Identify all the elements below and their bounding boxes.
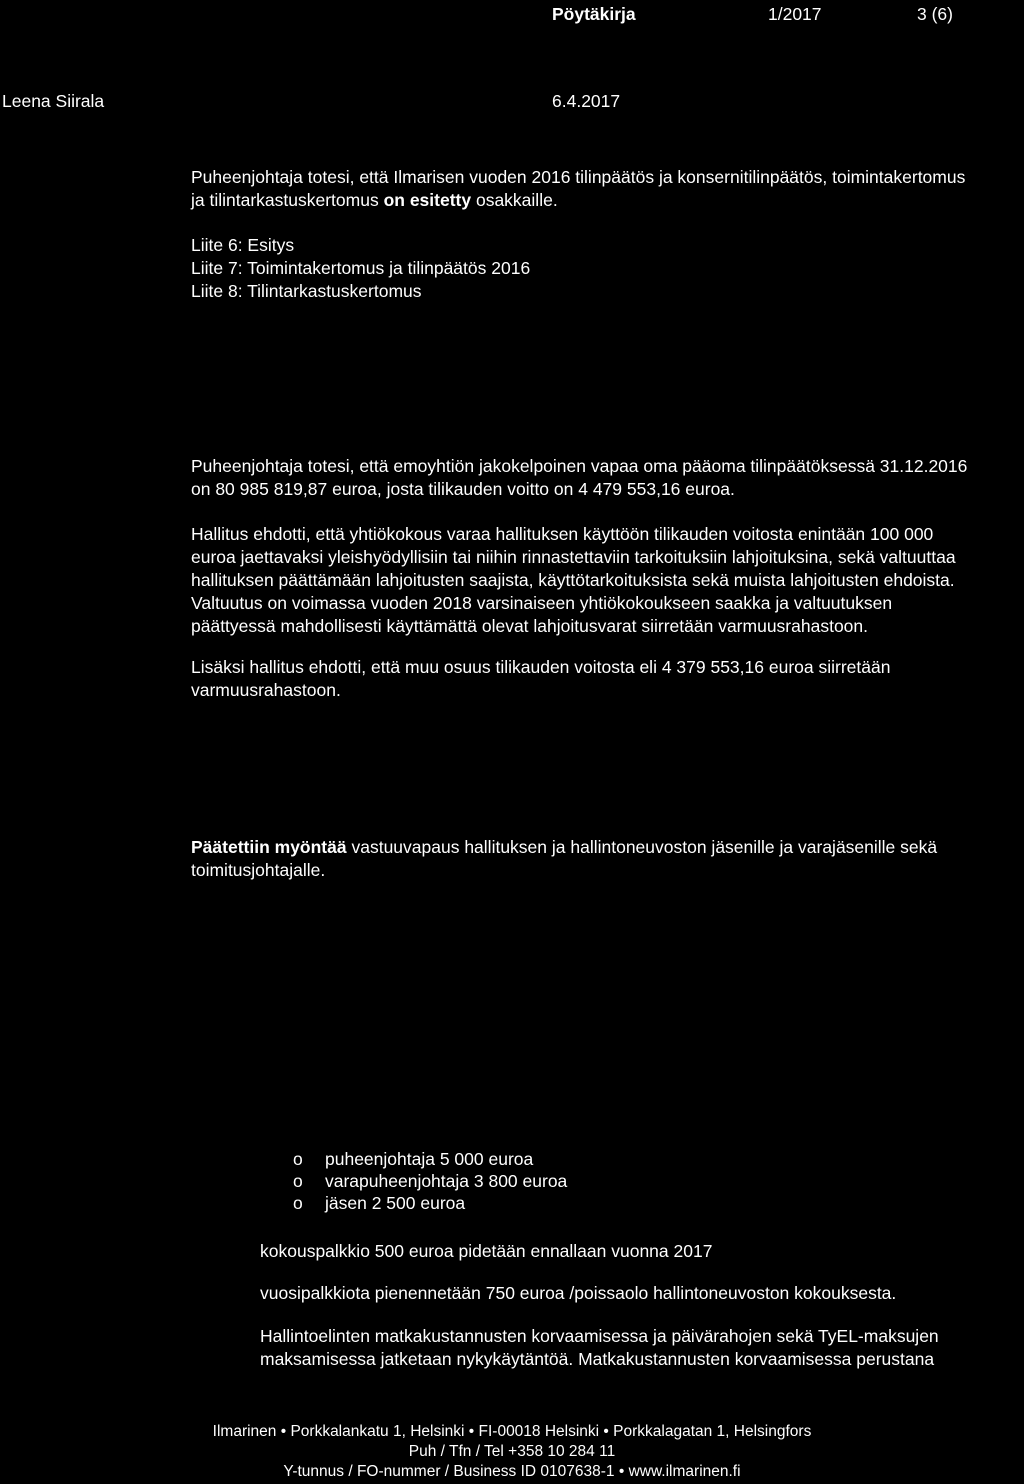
paragraph-line <box>191 189 965 212</box>
travel-expenses-paragraph <box>260 1325 939 1371</box>
list-item-text: varapuheenjohtaja 3 800 euroa <box>325 1171 568 1191</box>
paragraph-line: euroa jaettavaksi yleishyödyllisiin tai niihin rinnastettaviin tarkoituksiin lahjoituksina, sekä valtuuttaa <box>191 547 956 567</box>
author-name: Leena Siirala <box>2 91 105 111</box>
paragraph-line: varmuusrahastoon. <box>191 680 341 700</box>
text-run: ja tilintarkastuskertomus <box>191 190 384 210</box>
distributable-equity-paragraph <box>191 455 967 501</box>
paragraph-line: on 80 985 819,87 euroa, josta tilikauden voitto on 4 479 553,16 euroa. <box>191 479 735 499</box>
paragraph-line: Lisäksi hallitus ehdotti, että muu osuus tilikauden voitosta eli 4 379 553,16 euroa siirretään <box>191 657 891 677</box>
page-footer <box>0 1422 1024 1482</box>
page-number: 3 (6) <box>917 4 953 24</box>
attachments-list <box>191 234 530 303</box>
reserve-transfer-paragraph <box>191 656 890 702</box>
attachment-item: Liite 7: Toimintakertomus ja tilinpäätös 2016 <box>191 258 531 278</box>
text-run: vastuuvapaus hallituksen ja hallintoneuvoston jäsenille ja varajäsenille sekä <box>346 837 938 857</box>
paragraph-line: toimitusjohtajalle. <box>191 860 326 880</box>
bullet-marker: o <box>293 1171 303 1191</box>
paragraph-line: päättyessä mahdollisesti käyttämättä olevat lahjoitusvarat siirretään varmuusrahastoon. <box>191 616 869 636</box>
list-item-text: jäsen 2 500 euroa <box>325 1193 466 1213</box>
attachment-item: Liite 8: Tilintarkastuskertomus <box>191 281 422 301</box>
financial-statements-paragraph <box>191 166 965 212</box>
footer-phone: Puh / Tfn / Tel +358 10 284 11 <box>408 1443 616 1460</box>
paragraph-line: Hallintoelinten matkakustannusten korvaamisessa ja päivärahojen sekä TyEL-maksujen <box>260 1326 939 1346</box>
annual-fee-text: vuosipalkkiota pienennetään 750 euroa /poissaolo hallintoneuvoston kokouksesta. <box>260 1283 897 1303</box>
donation-proposal-paragraph <box>191 523 956 638</box>
document-type: Pöytäkirja <box>552 4 636 24</box>
paragraph-line: Puheenjohtaja totesi, että emoyhtiön jakokelpoinen vapaa oma pääoma tilinpäätöksessä 31.12.2016 <box>191 456 968 476</box>
footer-address: Ilmarinen • Porkkalankatu 1, Helsinki • FI-00018 Helsinki • Porkkalagatan 1, Helsingfors <box>212 1423 812 1440</box>
paragraph-line: Valtuutus on voimassa vuoden 2018 varsinaiseen yhtiökokoukseen saakka ja valtuutuksen <box>191 593 893 613</box>
attachment-item: Liite 6: Esitys <box>191 235 295 255</box>
paragraph-line <box>191 836 937 859</box>
meeting-fee-text: kokouspalkkio 500 euroa pidetään ennallaan vuonna 2017 <box>260 1241 713 1261</box>
discharge-paragraph <box>191 836 937 882</box>
document-date: 6.4.2017 <box>552 91 621 111</box>
bullet-marker: o <box>293 1193 303 1213</box>
document-number: 1/2017 <box>768 4 822 24</box>
list-item-text: puheenjohtaja 5 000 euroa <box>325 1149 534 1169</box>
paragraph-line: maksamisessa jatketaan nykykäytäntöä. Matkakustannusten korvaamisessa perustana <box>260 1349 935 1369</box>
footer-business-id: Y-tunnus / FO-nummer / Business ID 0107638-1 • www.ilmarinen.fi <box>283 1463 741 1480</box>
paragraph-line: Hallitus ehdotti, että yhtiökokous varaa hallituksen käyttöön tilikauden voitosta enintään 100 000 <box>191 524 934 544</box>
text-run: osakkaille. <box>471 190 558 210</box>
bullet-marker: o <box>293 1149 303 1169</box>
bold-text-run: Päätettiin myöntää <box>191 837 347 857</box>
bold-text-run: on esitetty <box>383 190 472 210</box>
paragraph-line: hallituksen päättämään lahjoitusten saajista, käyttötarkoituksista sekä muista lahjoitusten ehdoista. <box>191 570 955 590</box>
paragraph-line: Puheenjohtaja totesi, että Ilmarisen vuoden 2016 tilinpäätös ja konsernitilinpäätös, toimintakertomus <box>191 167 966 187</box>
